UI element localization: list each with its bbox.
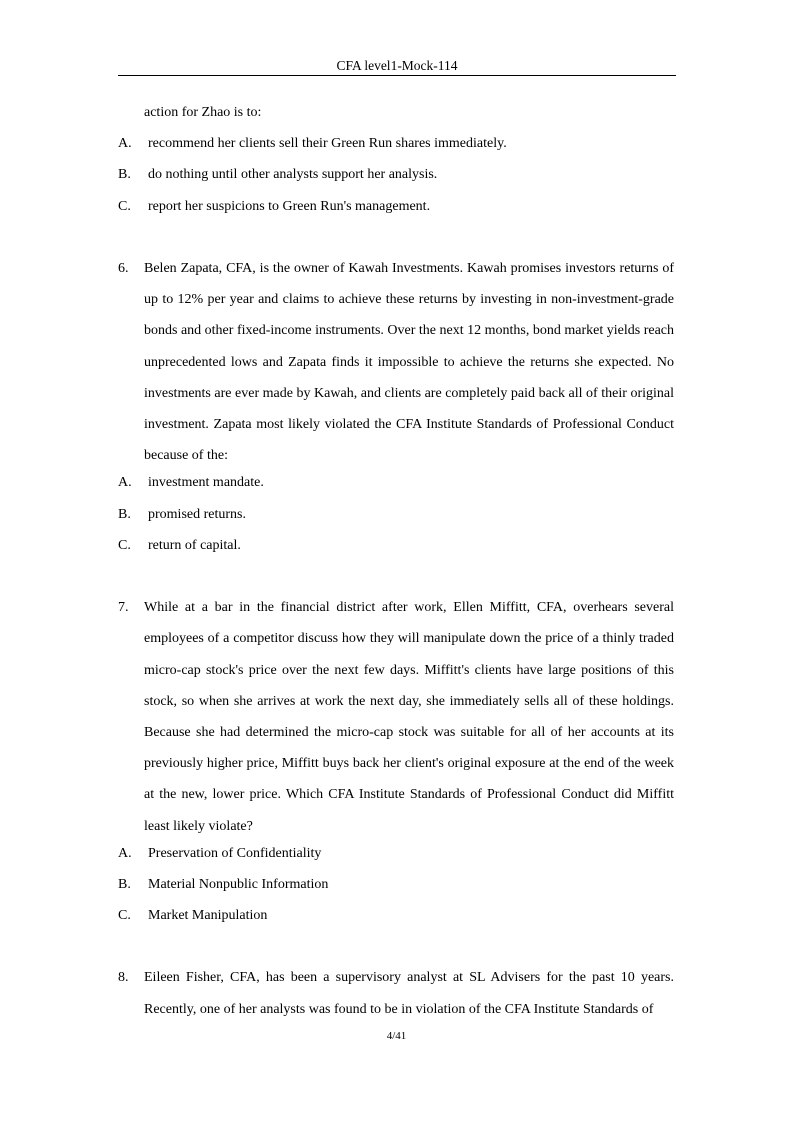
option-label: A. <box>118 845 132 861</box>
question-7-option-b <box>118 873 674 904</box>
option-text: Preservation of Confidentiality <box>148 845 322 861</box>
option-label: C. <box>118 198 131 214</box>
page-footer <box>0 1030 793 1043</box>
page-header <box>118 58 676 76</box>
question-5-stem-tail: action for Zhao is to: <box>144 105 262 120</box>
question-number: 6. <box>118 260 129 276</box>
option-text: promised returns. <box>148 506 246 522</box>
question-7-option-a <box>118 842 674 873</box>
option-text: recommend her clients sell their Green Run shares immediately. <box>148 136 507 152</box>
page-number: 4/41 <box>386 1030 407 1042</box>
question-text: Eileen Fisher, CFA, has been a supervisory analyst at SL Advisers for the past 10 years. Recently, one of her analysts was found to be in violation of the CFA Institute Standards of <box>144 970 674 1017</box>
question-6-option-a <box>118 471 674 502</box>
question-number: 8. <box>118 970 129 986</box>
option-label: C. <box>118 908 131 924</box>
option-label: C. <box>118 537 131 553</box>
option-label: B. <box>118 506 131 522</box>
question-7-option-c <box>118 904 674 935</box>
option-text: report her suspicions to Green Run's management. <box>148 198 431 214</box>
option-label: B. <box>118 876 131 892</box>
option-text: Material Nonpublic Information <box>148 876 329 892</box>
question-8 <box>118 966 674 1024</box>
option-label: A. <box>118 475 132 491</box>
document-title: CFA level1-Mock-114 <box>336 58 458 73</box>
question-6-option-c <box>118 534 674 565</box>
question-5-option-a <box>118 132 674 163</box>
option-text: do nothing until other analysts support her analysis. <box>148 167 438 183</box>
page-content <box>118 101 674 1025</box>
question-6-option-b <box>118 503 674 534</box>
question-text: While at a bar in the financial district after work, Ellen Miffitt, CFA, overhears several employees of a competitor discuss how they will manipulate down the price of a thinly traded micro-cap stock's price over the next few days. Miffitt's clients have large positions of this stock, so when she arrives at work the next day, she immediately sells all of these holdings. Because she had determined the micro-cap stock was suitable for all of her accounts at its previously higher price, Miffitt buys back her client's original exposure at the end of the week at the new, lower price. Which CFA Institute Standards of Professional Conduct did Miffitt least likely violate? <box>144 600 674 834</box>
question-6 <box>118 257 674 471</box>
option-text: investment mandate. <box>148 475 264 491</box>
question-number: 7. <box>118 600 129 616</box>
option-label: A. <box>118 136 132 152</box>
option-text: return of capital. <box>148 537 241 553</box>
question-7 <box>118 596 674 842</box>
option-label: B. <box>118 167 131 183</box>
question-5-option-b <box>118 163 674 194</box>
question-text: Belen Zapata, CFA, is the owner of Kawah Investments. Kawah promises investors returns of up to 12% per year and claims to achieve these returns by investing in non-investment-grade bonds and other fixed-income instruments. Over the next 12 months, bond market yields reach unprecedented lows and Zapata finds it impossible to achieve the returns she expected. No investments are ever made by Kawah, and clients are completely paid back all of their original investment. Zapata most likely violated the CFA Institute Standards of Professional Conduct because of the: <box>144 260 674 464</box>
question-5-option-c <box>118 195 674 226</box>
option-text: Market Manipulation <box>148 908 268 924</box>
